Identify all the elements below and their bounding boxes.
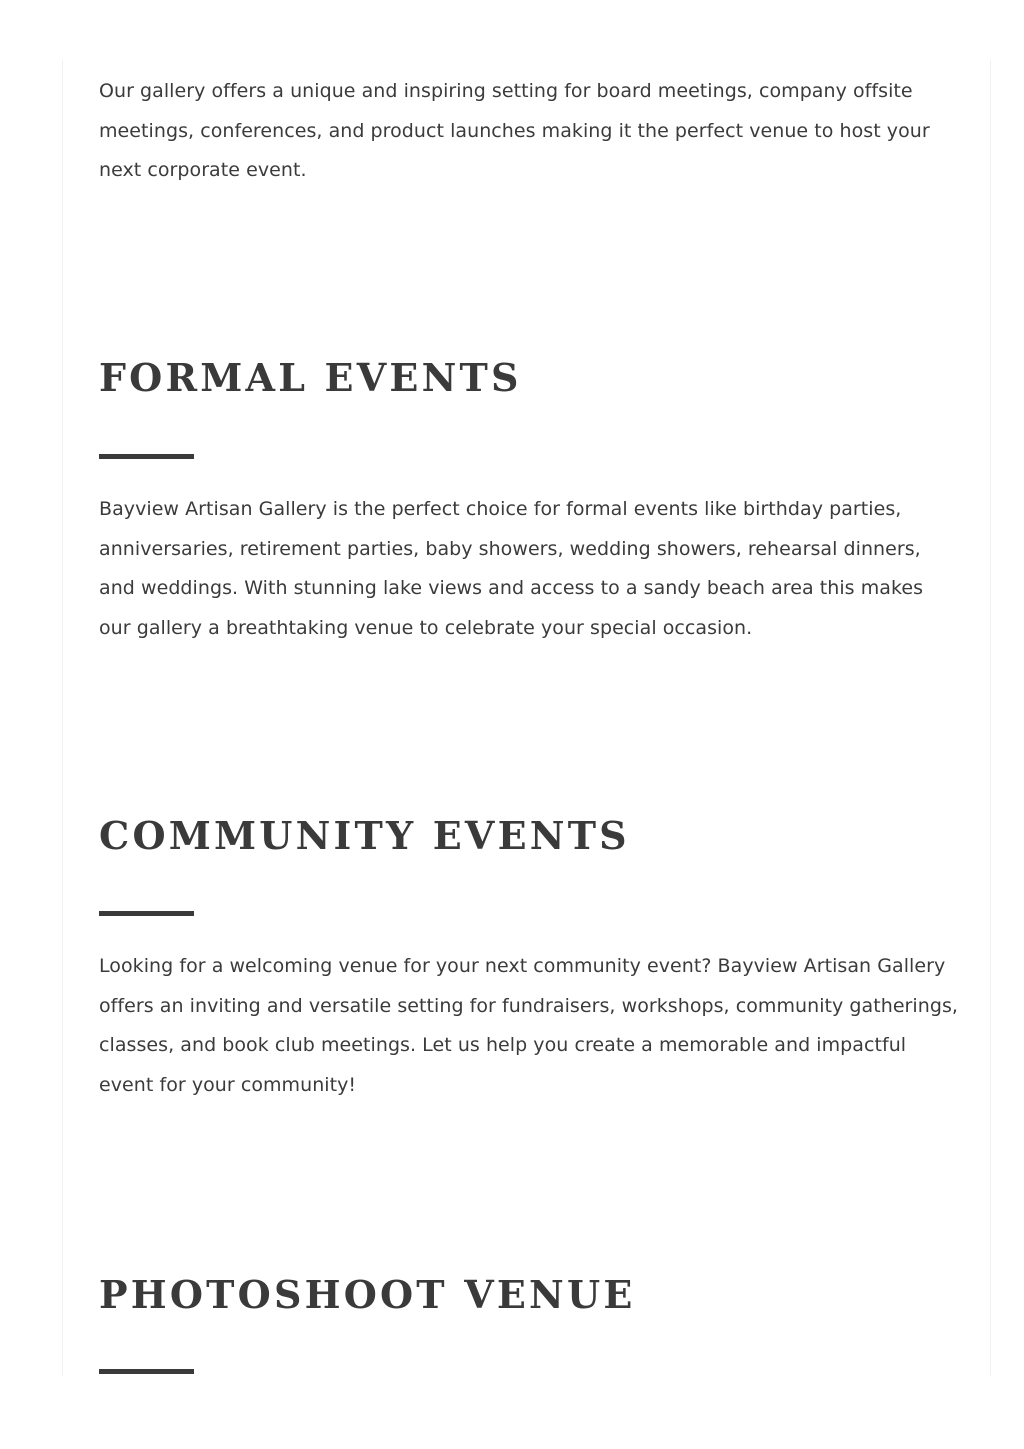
- community-events-title: COMMUNITY EVENTS: [99, 813, 630, 858]
- formal-events-paragraph: Bayview Artisan Gallery is the perfect choice for formal events like birthday parties, anniversaries, retirement parties, baby showers, wedding showers, rehearsal dinners, and weddings. With stunning lake views and access to a sandy beach area this makes our gallery a breathtaking venue to celebrate your special occasion.: [99, 498, 924, 639]
- formal-events-title: FORMAL EVENTS: [99, 355, 522, 400]
- section-divider: [99, 911, 194, 916]
- photoshoot-venue-divider-block: [99, 1369, 959, 1374]
- community-events-body-block: [99, 947, 959, 1105]
- section-divider: [99, 454, 194, 459]
- community-events-paragraph: Looking for a welcoming venue for your next community event? Bayview Artisan Gallery offers an inviting and versatile setting for fundraisers, workshops, community gatherings, classes, and book club meetings. Let us help you create a memorable and impactful event for your community!: [99, 955, 958, 1096]
- formal-events-divider-block: [99, 454, 959, 459]
- photoshoot-venue-heading-block: [99, 1272, 959, 1318]
- community-events-divider-block: [99, 911, 959, 916]
- intro-section: [99, 72, 959, 191]
- community-events-heading-block: [99, 813, 959, 859]
- photoshoot-venue-title: PHOTOSHOOT VENUE: [99, 1272, 636, 1317]
- formal-events-heading-block: [99, 355, 959, 401]
- formal-events-body-block: [99, 490, 959, 648]
- intro-paragraph: Our gallery offers a unique and inspiring setting for board meetings, company offsite meetings, conferences, and product launches making it the perfect venue to host your next corporate event.: [99, 80, 930, 181]
- section-divider: [99, 1369, 194, 1374]
- page-container: [62, 60, 991, 1376]
